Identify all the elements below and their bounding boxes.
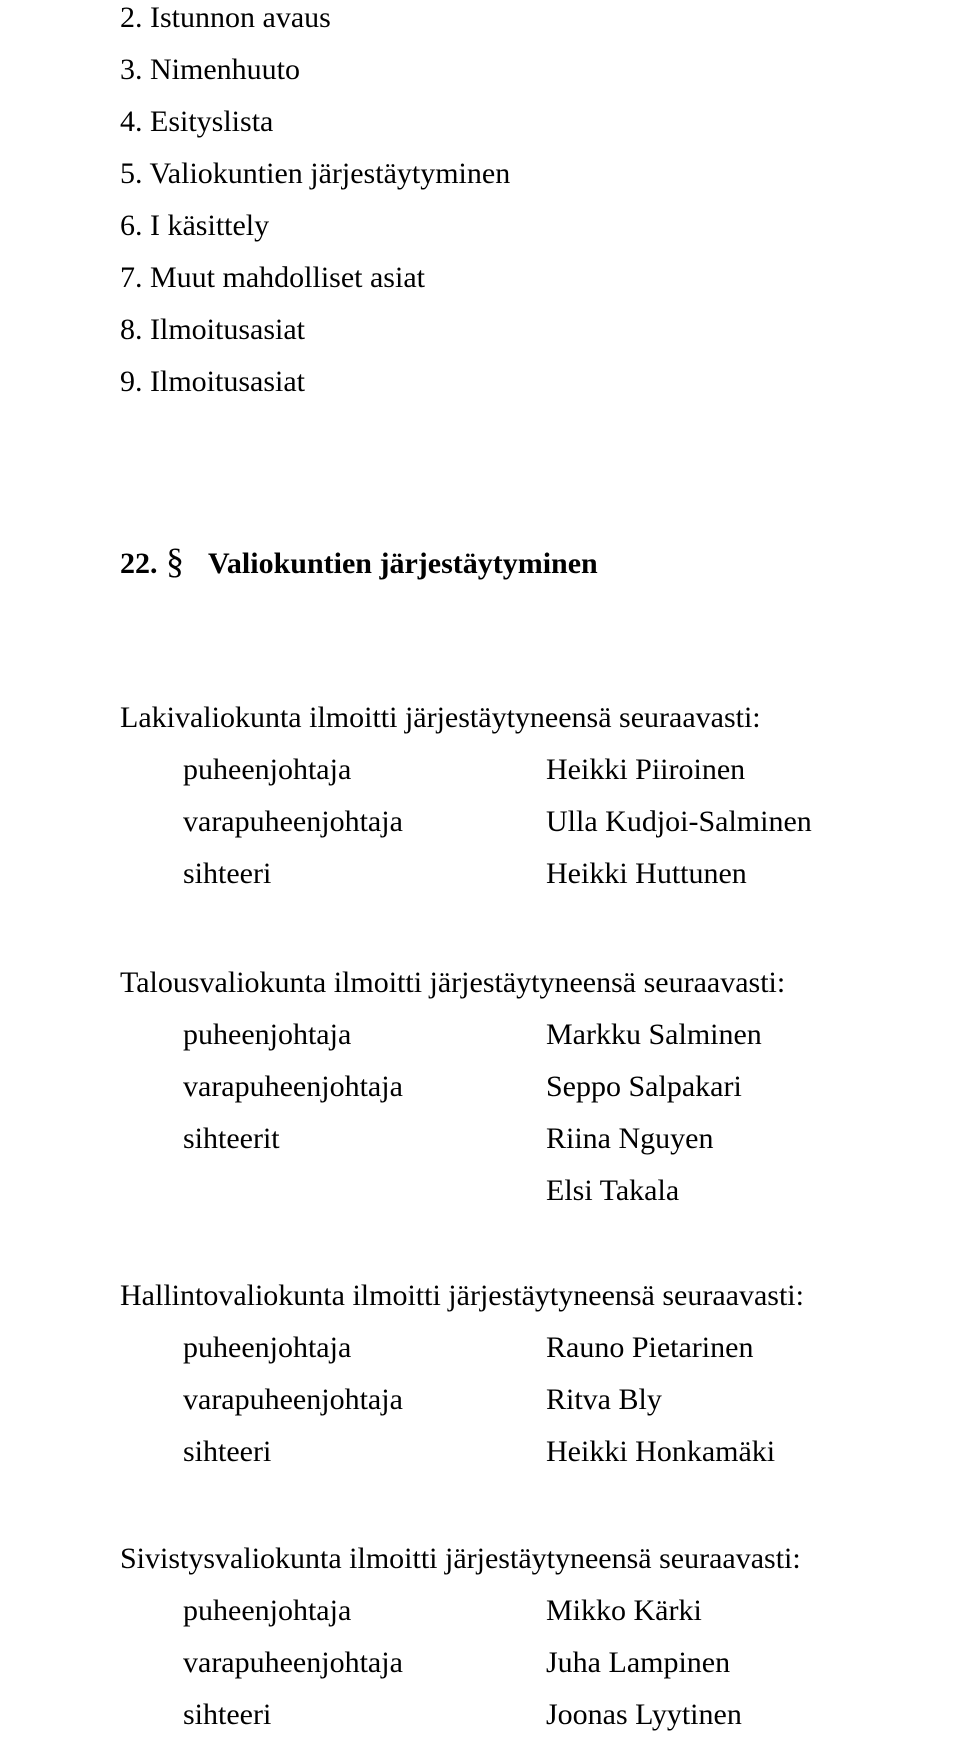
section-symbol: §: [166, 541, 184, 581]
role-row: [120, 1426, 804, 1478]
role-row: [120, 1009, 785, 1061]
section-heading: [120, 540, 598, 582]
agenda-item: 9. Ilmoitusasiat: [120, 365, 305, 398]
person-name: Markku Salminen: [546, 1018, 762, 1051]
person-name: Riina Nguyen: [546, 1122, 714, 1155]
committee-intro: Talousvaliokunta ilmoitti järjestäytyneensä seuraavasti:: [120, 966, 786, 999]
committee-intro: Sivistysvaliokunta ilmoitti järjestäytyneensä seuraavasti:: [120, 1542, 801, 1575]
role-label: sihteeri: [183, 1435, 272, 1468]
person-name: Joonas Lyytinen: [546, 1698, 742, 1731]
role-label: puheenjohtaja: [183, 753, 352, 786]
person-name: Juha Lampinen: [546, 1646, 731, 1679]
committee-block-economy: [120, 957, 785, 1217]
role-row: [120, 1374, 804, 1426]
role-row: [120, 1637, 801, 1689]
committee-block-education: [120, 1533, 801, 1741]
person-name: Heikki Honkamäki: [546, 1435, 776, 1468]
agenda-item: 8. Ilmoitusasiat: [120, 313, 305, 346]
person-name: Seppo Salpakari: [546, 1070, 742, 1103]
person-name: Heikki Piiroinen: [546, 753, 746, 786]
role-row: [120, 1585, 801, 1637]
role-label: puheenjohtaja: [183, 1018, 352, 1051]
committee-intro: Lakivaliokunta ilmoitti järjestäytyneensä seuraavasti:: [120, 701, 761, 734]
agenda-item: 5. Valiokuntien järjestäytyminen: [120, 157, 511, 190]
role-label: [120, 1165, 546, 1217]
role-row: [120, 744, 812, 796]
role-row: [120, 1322, 804, 1374]
person-name: Elsi Takala: [546, 1174, 680, 1207]
agenda-item: 3. Nimenhuuto: [120, 53, 300, 86]
role-row: [120, 1689, 801, 1741]
role-row: [120, 848, 812, 900]
section-title: Valiokuntien järjestäytyminen: [208, 547, 598, 580]
role-label: sihteeri: [183, 857, 272, 890]
committee-block-administration: [120, 1270, 804, 1478]
agenda-item: 4. Esityslista: [120, 105, 274, 138]
agenda-item: 2. Istunnon avaus: [120, 1, 331, 34]
agenda-list: [120, 0, 510, 408]
role-row: [120, 1165, 785, 1217]
person-name: Heikki Huttunen: [546, 857, 747, 890]
role-label: varapuheenjohtaja: [183, 805, 403, 838]
committee-intro: Hallintovaliokunta ilmoitti järjestäytyneensä seuraavasti:: [120, 1279, 804, 1312]
role-row: [120, 796, 812, 848]
role-label: sihteerit: [183, 1122, 280, 1155]
role-label: sihteeri: [183, 1698, 272, 1731]
person-name: Mikko Kärki: [546, 1594, 702, 1627]
role-row: [120, 1113, 785, 1165]
role-label: varapuheenjohtaja: [183, 1646, 403, 1679]
role-label: varapuheenjohtaja: [183, 1070, 403, 1103]
role-label: puheenjohtaja: [183, 1594, 352, 1627]
person-name: Ritva Bly: [546, 1383, 662, 1416]
role-label: puheenjohtaja: [183, 1331, 352, 1364]
person-name: Ulla Kudjoi-Salminen: [546, 805, 812, 838]
section-number: 22.: [120, 547, 158, 580]
role-label: varapuheenjohtaja: [183, 1383, 403, 1416]
committee-block-law: [120, 692, 812, 900]
role-row: [120, 1061, 785, 1113]
agenda-item: 7. Muut mahdolliset asiat: [120, 261, 425, 294]
person-name: Rauno Pietarinen: [546, 1331, 754, 1364]
agenda-item: 6. I käsittely: [120, 209, 270, 242]
